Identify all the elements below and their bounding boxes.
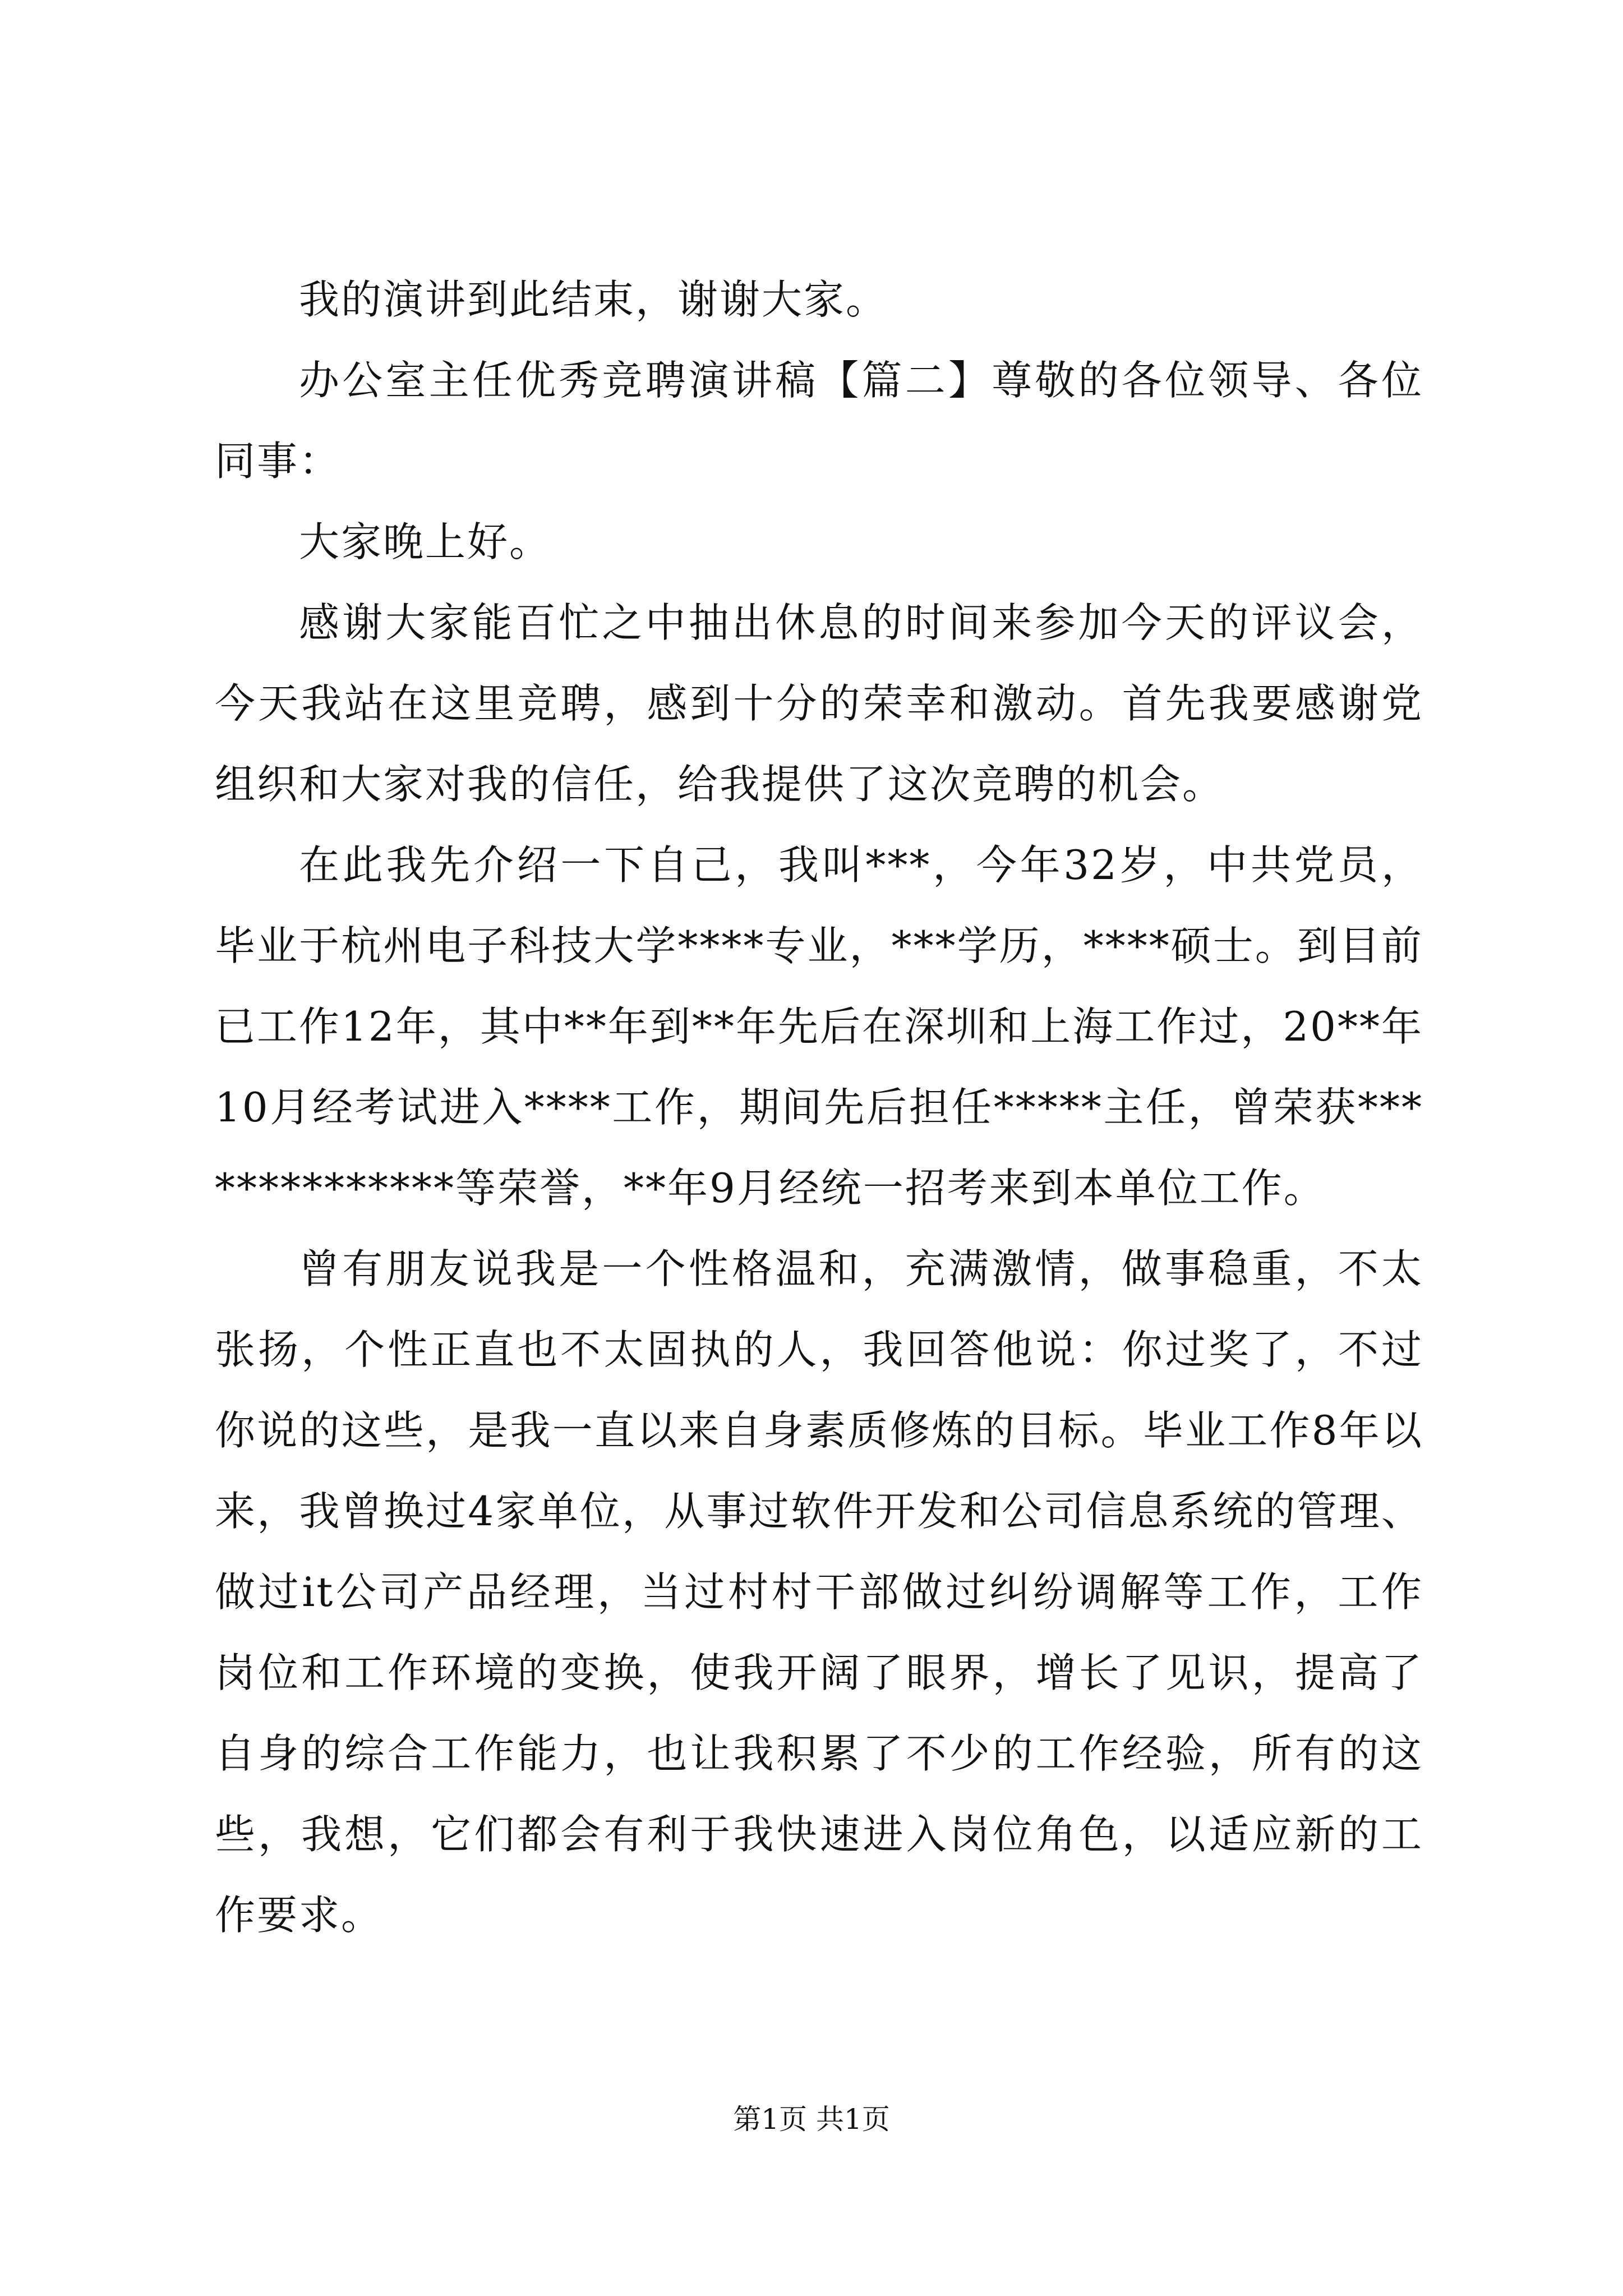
document-body [215,259,1423,1955]
paragraph-thanks: 感谢大家能百忙之中抽出休息的时间来参加今天的评议会，今天我站在这里竞聘，感到十分的荣幸和激动。首先我要感谢党组织和大家对我的信任，给我提供了这次竞聘的机会。 [215,599,1423,808]
paragraph-self-introduction: 在此我先介绍一下自己，我叫***，今年32岁，中共党员，毕业于杭州电子科技大学****专业，***学历，****硕士。到目前已工作12年，其中**年到**年先后在深圳和上海工作过，20**年10月经考试进入****工作，期间先后担任*****主任，曾荣获**************等荣誉，**年9月经统一招考来到本单位工作。 [215,841,1423,1212]
paragraph-closing: 我的演讲到此结束，谢谢大家。 [299,276,888,323]
paragraph-title-salutation: 办公室主任优秀竞聘演讲稿【篇二】尊敬的各位领导、各位同事： [215,357,1423,485]
paragraph-experience: 曾有朋友说我是一个性格温和，充满激情，做事稳重，不太张扬，个性正直也不太固执的人，我回答他说：你过奖了，不过你说的这些，是我一直以来自身素质修炼的目标。毕业工作8年以来，我曾换过4家单位，从事过软件开发和公司信息系统的管理、做过it公司产品经理，当过村村干部做过纠纷调解等工作，工作岗位和工作环境的变换，使我开阔了眼界，增长了见识，提高了自身的综合工作能力，也让我积累了不少的工作经验，所有的这些，我想，它们都会有利于我快速进入岗位角色，以适应新的工作要求。 [215,1245,1423,1939]
paragraph-greeting: 大家晚上好。 [299,518,552,565]
page-footer: 第1页 共1页 [733,2103,890,2136]
